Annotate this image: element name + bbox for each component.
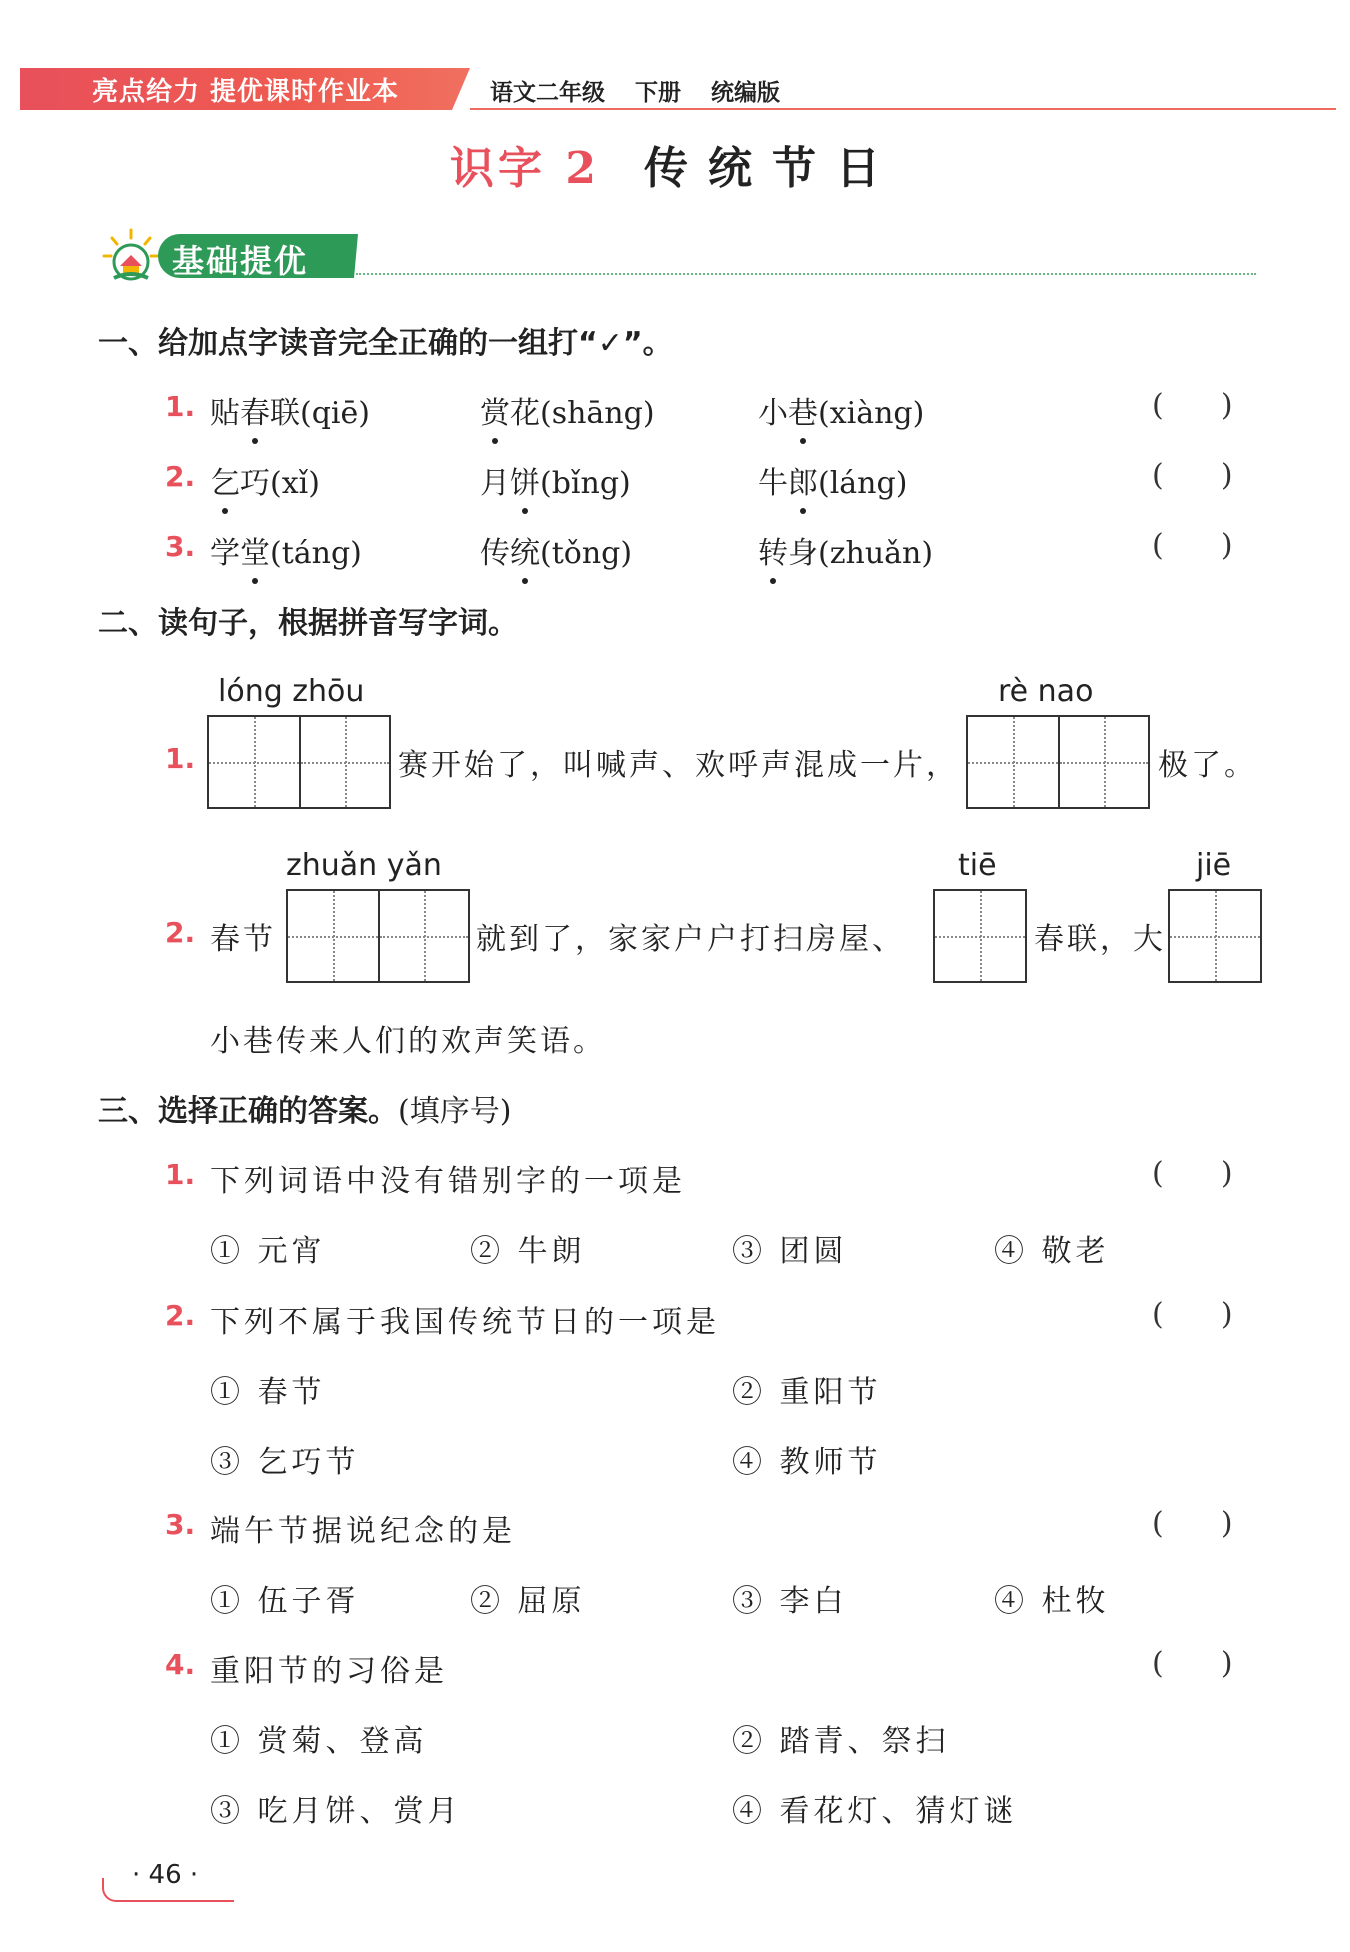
page-title	[0, 132, 1350, 196]
q2-s1-answer-box-2[interactable]	[966, 715, 1150, 809]
q3-option: ③ 团圆	[732, 1234, 848, 1269]
q1-answer-blank[interactable]: ( )	[1152, 528, 1233, 563]
section-badge-label: 基础提优	[172, 242, 309, 280]
q1-option	[758, 528, 933, 572]
q2-s2-pinyin-1: zhuǎn yǎn	[286, 848, 442, 883]
option-text-post: (xiàng)	[818, 396, 925, 431]
q2-s2-answer-box-3[interactable]	[1168, 889, 1262, 983]
header-info	[490, 74, 780, 107]
q3-option: ① 春节	[210, 1375, 326, 1410]
q2-s1-text-2: 极了。	[1158, 748, 1257, 783]
q3-option: ③ 乞巧节	[210, 1445, 360, 1480]
q3-title-note: (填序号)	[398, 1094, 512, 1129]
q1-title: 一、给加点字读音完全正确的一组打“✓”。	[98, 326, 673, 361]
q3-option: ① 赏菊、登高	[210, 1724, 428, 1759]
q3-option: ④ 杜牧	[994, 1584, 1110, 1619]
q3-option: ④ 教师节	[732, 1445, 882, 1480]
lesson-name: 传统节日	[643, 143, 900, 194]
header-volume: 下册	[635, 80, 682, 106]
q3-option: ② 屈原	[470, 1584, 586, 1619]
option-text-pre: 牛	[758, 466, 788, 501]
dotted-character: 堂	[240, 528, 270, 572]
option-text-post: (bǐng)	[540, 466, 631, 501]
q2-s2-text-1: 就到了，家家户户打扫房屋、	[476, 922, 905, 957]
q1-row-number: 1.	[165, 390, 196, 423]
q3-title	[98, 1086, 511, 1130]
q1-answer-blank[interactable]: ( )	[1152, 458, 1233, 493]
q1-answer-blank[interactable]: ( )	[1152, 388, 1233, 423]
q3-question-text: 重阳节的习俗是	[210, 1654, 448, 1689]
q2-s1-answer-box-1[interactable]	[207, 715, 391, 809]
option-text-post: 花(shāng)	[510, 396, 655, 431]
option-text-post: 巧(xǐ)	[240, 466, 320, 501]
q1-option	[480, 388, 655, 432]
q3-answer-blank[interactable]: ( )	[1152, 1156, 1233, 1191]
dotted-character: 转	[758, 528, 788, 572]
header-subject: 语文二年级	[490, 80, 605, 106]
dotted-character: 统	[510, 528, 540, 572]
dotted-character: 郎	[788, 458, 818, 502]
header-edition: 统编版	[711, 80, 781, 106]
q2-s2-continuation: 小巷传来人们的欢声笑语。	[210, 1024, 606, 1059]
q1-row-number: 3.	[165, 530, 196, 563]
q1-option	[210, 458, 320, 502]
q3-answer-blank[interactable]: ( )	[1152, 1646, 1233, 1681]
q2-s2-lead: 春节	[210, 922, 276, 957]
option-text-post: (tǒng)	[540, 536, 633, 571]
q3-question-number: 2.	[165, 1299, 196, 1332]
q3-title-text: 三、选择正确的答案。	[98, 1094, 398, 1129]
q3-option: ④ 敬老	[994, 1234, 1110, 1269]
header-rule	[470, 108, 1336, 110]
q1-option	[210, 388, 370, 432]
q3-option: ③ 李白	[732, 1584, 848, 1619]
dotted-character: 赏	[480, 388, 510, 432]
q2-s1-pinyin-2: rè nao	[998, 674, 1094, 709]
q3-option: ② 牛朗	[470, 1234, 586, 1269]
q2-title: 二、读句子，根据拼音写字词。	[98, 606, 518, 641]
option-text-pre: 传	[480, 536, 510, 571]
q3-question-text: 下列词语中没有错别字的一项是	[210, 1164, 686, 1199]
q2-s1-number: 1.	[165, 742, 196, 775]
option-text-pre: 学	[210, 536, 240, 571]
q2-s2-pinyin-2: tiē	[958, 848, 997, 883]
option-text-post: (táng)	[270, 536, 362, 571]
q3-question-text: 端午节据说纪念的是	[210, 1514, 516, 1549]
dotted-character: 春	[240, 388, 270, 432]
q3-question-number: 3.	[165, 1508, 196, 1541]
q2-s2-answer-box-2[interactable]	[933, 889, 1027, 983]
q1-row-number: 2.	[165, 460, 196, 493]
section-divider	[356, 273, 1256, 275]
option-text-post: 联(qiē)	[270, 396, 370, 431]
q3-question-number: 4.	[165, 1648, 196, 1681]
q3-answer-blank[interactable]: ( )	[1152, 1506, 1233, 1541]
q3-option: ② 踏青、祭扫	[732, 1724, 950, 1759]
lightbulb-house-icon	[100, 226, 162, 288]
option-text-pre: 贴	[210, 396, 240, 431]
header-brand: 亮点给力 提优课时作业本	[92, 77, 400, 107]
q3-option: ② 重阳节	[732, 1375, 882, 1410]
q2-s1-pinyin-1: lóng zhōu	[218, 674, 365, 709]
q2-s2-text-2: 春联，大	[1034, 922, 1166, 957]
dotted-character: 饼	[510, 458, 540, 502]
q3-option: ④ 看花灯、猜灯谜	[732, 1794, 1018, 1829]
option-text-pre: 月	[480, 466, 510, 501]
q2-s2-answer-box-1[interactable]	[286, 889, 470, 983]
q3-answer-blank[interactable]: ( )	[1152, 1297, 1233, 1332]
option-text-pre: 小	[758, 396, 788, 431]
q1-option	[480, 528, 632, 572]
lesson-number: 识字 2	[450, 143, 600, 194]
option-text-post: (láng)	[818, 466, 908, 501]
q3-option: ③ 吃月饼、赏月	[210, 1794, 462, 1829]
q2-s1-text-1: 赛开始了，叫喊声、欢呼声混成一片，	[398, 748, 959, 783]
option-text-post: 身(zhuǎn)	[788, 536, 934, 571]
q2-s2-pinyin-3: jiē	[1196, 848, 1232, 883]
q3-option: ① 伍子胥	[210, 1584, 360, 1619]
q1-option	[480, 458, 631, 502]
dotted-character: 乞	[210, 458, 240, 502]
q2-s2-number: 2.	[165, 916, 196, 949]
dotted-character: 巷	[788, 388, 818, 432]
q3-question-number: 1.	[165, 1158, 196, 1191]
q3-question-text: 下列不属于我国传统节日的一项是	[210, 1305, 720, 1340]
page-number: · 46 ·	[132, 1860, 199, 1890]
q1-option	[210, 528, 362, 572]
q1-option	[758, 458, 907, 502]
q3-option: ① 元宵	[210, 1234, 326, 1269]
q1-option	[758, 388, 924, 432]
